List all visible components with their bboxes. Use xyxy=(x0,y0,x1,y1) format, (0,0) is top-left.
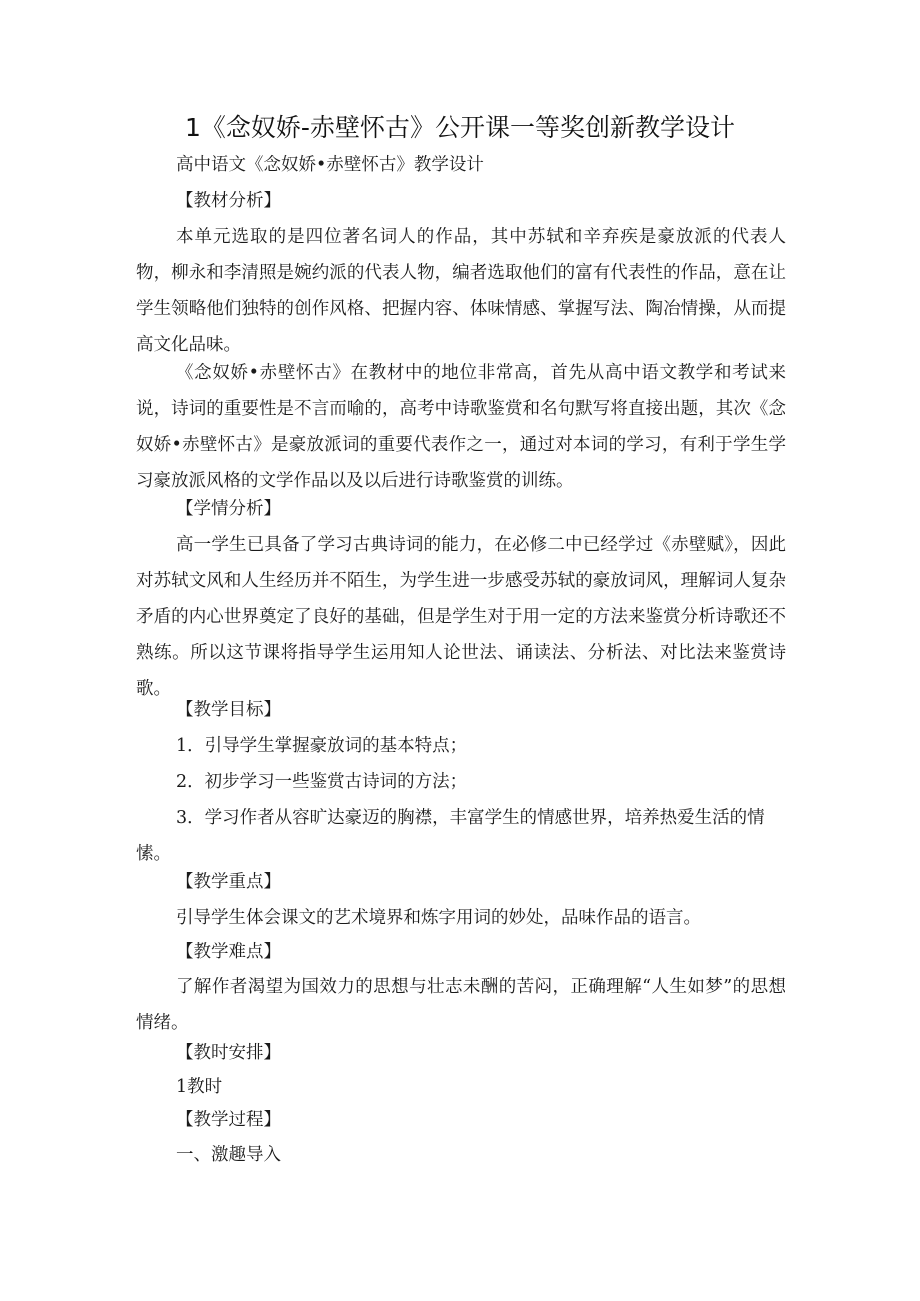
process-step-1: 一、激趣导入 xyxy=(176,1145,281,1165)
section-heading-student: 【学情分析】 xyxy=(176,499,281,519)
paragraph-student-1: 高一学生已具备了学习古典诗词的能力，在必修二中已经学过《赤壁赋》，因此对苏轼文风和人生经历并不陌生，为学生进一步感受苏轼的豪放词风，理解词人复杂矛盾的内心世界奠定了良好的基础，但是学生对于用一定的方法来鉴赏分析诗歌还不熟练。所以这节课将指导学生运用知人论世法、诵读法、分析法、对比法来鉴赏诗歌。 xyxy=(136,535,786,699)
paragraph-material-1: 本单元选取的是四位著名词人的作品，其中苏轼和辛弃疾是豪放派的代表人物，柳永和李清照是婉约派的代表人物，编者选取他们的富有代表性的作品，意在让学生领略他们独特的创作风格、把握内容、体味情感、掌握写法、陶冶情操，从而提高文化品味。 xyxy=(136,227,786,355)
paragraph-key: 引导学生体会课文的艺术境界和炼字用词的妙处，品味作品的语言。 xyxy=(176,908,701,928)
goal-item-3: 3．学习作者从容旷达豪迈的胸襟，丰富学生的情感世界，培养热爱生活的情愫。 xyxy=(136,808,765,864)
paragraph-time: 1教时 xyxy=(176,1077,223,1097)
goal-item-1: 1．引导学生掌握豪放词的基本特点； xyxy=(176,736,468,756)
section-heading-difficult: 【教学难点】 xyxy=(176,942,281,962)
section-heading-process: 【教学过程】 xyxy=(176,1110,281,1130)
paragraph-difficult: 了解作者渴望为国效力的思想与壮志未酬的苦闷，正确理解“人生如梦”的思想情绪。 xyxy=(136,977,786,1033)
paragraph-material-2: 《念奴娇•赤壁怀古》在教材中的地位非常高，首先从高中语文教学和考试来说，诗词的重要性是不言而喻的，高考中诗歌鉴赏和名句默写将直接出题，其次《念奴娇•赤壁怀古》是豪放派词的重要代表作之一，通过对本词的学习，有利于学生学习豪放派风格的文学作品以及以后进行诗歌鉴赏的训练。 xyxy=(136,363,786,491)
document-title: 1《念奴娇-赤壁怀古》公开课一等奖创新教学设计 xyxy=(185,113,735,142)
section-heading-time: 【教时安排】 xyxy=(176,1043,281,1063)
section-heading-key: 【教学重点】 xyxy=(176,872,281,892)
document-subtitle: 高中语文《念奴娇•赤壁怀古》教学设计 xyxy=(176,155,484,175)
section-heading-goals: 【教学目标】 xyxy=(176,700,281,720)
section-heading-material: 【教材分析】 xyxy=(176,191,281,211)
goal-item-2: 2．初步学习一些鉴赏古诗词的方法； xyxy=(176,772,468,792)
